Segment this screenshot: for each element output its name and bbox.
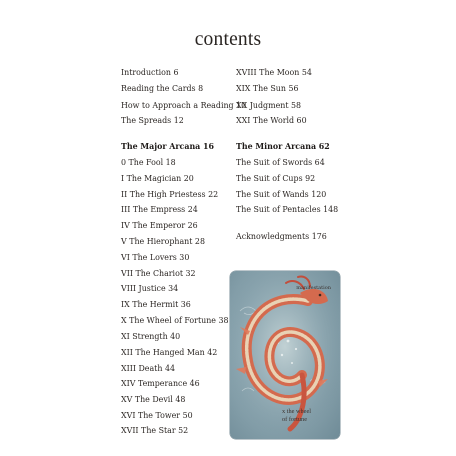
toc-entry: 0 The Fool 18	[121, 158, 176, 167]
toc-entry: XX Judgment 58	[236, 101, 302, 110]
toc-entry: Introduction 6	[121, 68, 179, 77]
toc-entry: The Suit of Pentacles 148	[236, 205, 339, 214]
toc-entry: XII The Hanged Man 42	[121, 348, 218, 357]
toc-entry: XVIII The Moon 54	[236, 68, 312, 77]
toc-entry: VIII Justice 34	[121, 284, 179, 293]
toc-entry: XIV Temperance 46	[121, 379, 200, 388]
card-caption-line-1: x the wheel	[282, 408, 312, 415]
toc-entry: XVII The Star 52	[121, 426, 189, 435]
toc-entry: VII The Chariot 32	[121, 269, 196, 278]
tarot-card-illustration	[230, 271, 340, 439]
toc-entry: Reading the Cards 8	[121, 84, 204, 93]
toc-entry: XVI The Tower 50	[121, 411, 193, 420]
toc-entry: The Spreads 12	[121, 116, 184, 125]
toc-entry: XIII Death 44	[121, 364, 175, 373]
toc-entry: The Suit of Wands 120	[236, 190, 327, 199]
card-caption	[282, 408, 338, 424]
page-title: contents	[194, 29, 262, 50]
toc-entry: VI The Lovers 30	[121, 253, 190, 262]
toc-entry: How to Approach a Reading 10	[121, 101, 247, 110]
toc-entry: Acknowledgments 176	[236, 232, 327, 241]
toc-entry: I The Magician 20	[121, 174, 194, 183]
section-heading: The Major Arcana 16	[121, 142, 215, 151]
toc-entry: XIX The Sun 56	[236, 84, 299, 93]
toc-entry: The Suit of Cups 92	[236, 174, 316, 183]
toc-entry: IX The Hermit 36	[121, 300, 191, 309]
card-caption-line-2: of fortune	[282, 416, 308, 423]
toc-entry: XV The Devil 48	[121, 395, 186, 404]
toc-entry: II The High Priestess 22	[121, 190, 219, 199]
toc-entry: IV The Emperor 26	[121, 221, 198, 230]
card-name-text: manifestation	[296, 285, 331, 291]
toc-entry: III The Empress 24	[121, 205, 198, 214]
toc-entry: V The Hierophant 28	[121, 237, 205, 246]
section-heading: The Minor Arcana 62	[236, 142, 330, 151]
toc-entry: X The Wheel of Fortune 38	[121, 316, 229, 325]
toc-entry: XI Strength 40	[121, 332, 181, 341]
toc-entry: XXI The World 60	[236, 116, 307, 125]
toc-entry: The Suit of Swords 64	[236, 158, 325, 167]
